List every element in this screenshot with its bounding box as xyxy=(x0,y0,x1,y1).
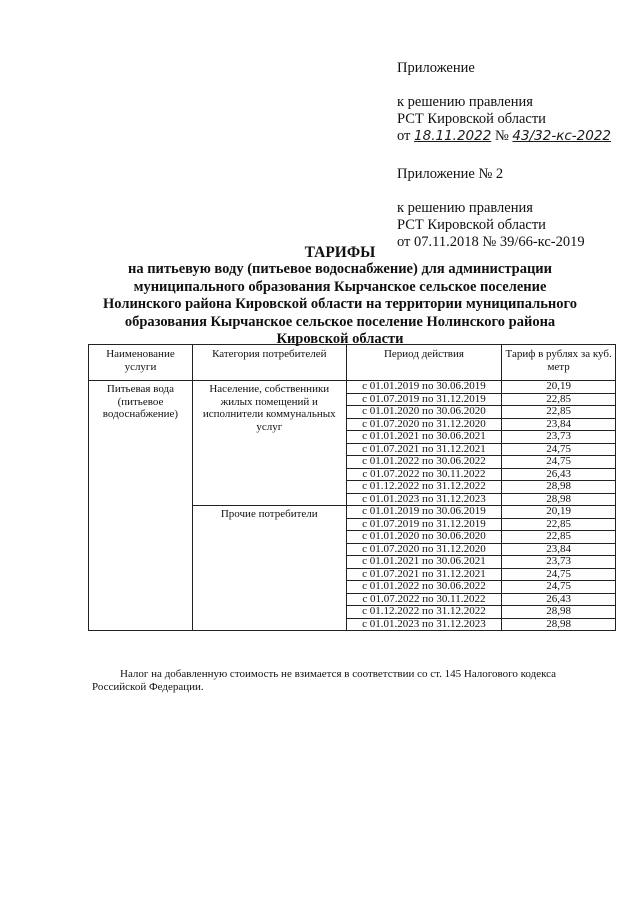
tariff-cell: 24,75 xyxy=(502,456,616,469)
title-line: образования Кырчанское сельское поселение Нолинского района xyxy=(124,313,556,330)
period-cell: с 01.01.2023 по 31.12.2023 xyxy=(346,493,502,506)
appendix-current-date-line xyxy=(397,128,611,145)
tariff-cell: 28,98 xyxy=(502,493,616,506)
table-row xyxy=(89,381,616,394)
tariff-cell: 26,43 xyxy=(502,593,616,606)
table-header-row xyxy=(89,345,616,381)
category-cell: Прочие потребители xyxy=(192,506,346,631)
title-line: Кировской области xyxy=(276,331,404,348)
header-service: Наименование услуги xyxy=(89,345,193,381)
tariff-table xyxy=(88,344,616,631)
period-cell: с 01.01.2021 по 30.06.2021 xyxy=(346,556,502,569)
tariff-cell: 28,98 xyxy=(502,606,616,619)
appendix-original-title: Приложение № 2 xyxy=(397,166,504,182)
tariff-cell: 22,85 xyxy=(502,393,616,406)
number-prefix: № xyxy=(494,128,509,144)
footnote-line2: Российской Федерации. xyxy=(92,681,204,693)
period-cell: с 01.01.2020 по 30.06.2020 xyxy=(346,406,502,419)
document-title xyxy=(60,244,620,348)
appendix-current-title: Приложение xyxy=(397,60,475,76)
tariff-cell: 23,84 xyxy=(502,543,616,556)
period-cell: с 01.12.2022 по 31.12.2022 xyxy=(346,606,502,619)
vat-footnote xyxy=(92,668,618,694)
tariff-cell: 24,75 xyxy=(502,581,616,594)
period-cell: с 01.01.2022 по 30.06.2022 xyxy=(346,581,502,594)
appendix-current-block xyxy=(397,60,611,145)
decision-number: 43/32-кс-2022 xyxy=(512,128,612,144)
tariff-cell: 23,84 xyxy=(502,418,616,431)
tariff-cell: 24,75 xyxy=(502,443,616,456)
date-prefix: от xyxy=(397,128,411,144)
period-cell: с 01.01.2022 по 30.06.2022 xyxy=(346,456,502,469)
tariff-cell: 26,43 xyxy=(502,468,616,481)
header-period: Период действия xyxy=(346,345,502,381)
appendix-original-line3: от 07.11.2018 № 39/66-кс-2019 xyxy=(397,234,585,250)
footnote-line1: Налог на добавленную стоимость не взимается в соответствии со ст. 145 Налогового кодекса xyxy=(120,668,557,680)
service-cell: Питьевая вода (питьевое водоснабжение) xyxy=(89,381,193,631)
tariff-cell: 22,85 xyxy=(502,531,616,544)
period-cell: с 01.01.2019 по 30.06.2019 xyxy=(346,381,502,394)
period-cell: с 01.07.2022 по 30.11.2022 xyxy=(346,468,502,481)
appendix-current-line1: к решению правления xyxy=(397,94,533,110)
appendix-original-line1: к решению правления xyxy=(397,200,533,216)
period-cell: с 01.01.2021 по 30.06.2021 xyxy=(346,431,502,444)
tariff-cell: 20,19 xyxy=(502,506,616,519)
tariff-cell: 23,73 xyxy=(502,431,616,444)
period-cell: с 01.01.2019 по 30.06.2019 xyxy=(346,506,502,519)
appendix-original-line2: РСТ Кировской области xyxy=(397,217,546,233)
header-category: Категория потребителей xyxy=(192,345,346,381)
table-body xyxy=(89,381,616,631)
header-tariff: Тариф в рублях за куб. метр xyxy=(502,345,616,381)
tariff-cell: 24,75 xyxy=(502,568,616,581)
tariff-cell: 28,98 xyxy=(502,618,616,631)
period-cell: с 01.07.2022 по 30.11.2022 xyxy=(346,593,502,606)
tariff-cell: 22,85 xyxy=(502,518,616,531)
category-cell: Население, собственники жилых помещений и исполнители коммунальных услуг xyxy=(192,381,346,506)
period-cell: с 01.07.2020 по 31.12.2020 xyxy=(346,418,502,431)
period-cell: с 01.07.2020 по 31.12.2020 xyxy=(346,543,502,556)
appendix-current-line2: РСТ Кировской области xyxy=(397,111,546,127)
tariff-cell: 20,19 xyxy=(502,381,616,394)
tariff-cell: 23,73 xyxy=(502,556,616,569)
appendix-original-block xyxy=(397,166,585,251)
tariff-cell: 22,85 xyxy=(502,406,616,419)
period-cell: с 01.12.2022 по 31.12.2022 xyxy=(346,481,502,494)
period-cell: с 01.07.2021 по 31.12.2021 xyxy=(346,443,502,456)
title-line: на питьевую воду (питьевое водоснабжение) для администрации xyxy=(127,261,553,278)
title-line: Нолинского района Кировской области на территории муниципального xyxy=(102,296,577,313)
period-cell: с 01.07.2019 по 31.12.2019 xyxy=(346,393,502,406)
title-line: муниципального образования Кырчанское сельское поселение xyxy=(133,278,547,295)
period-cell: с 01.07.2021 по 31.12.2021 xyxy=(346,568,502,581)
period-cell: с 01.01.2023 по 31.12.2023 xyxy=(346,618,502,631)
tariff-cell: 28,98 xyxy=(502,481,616,494)
period-cell: с 01.01.2020 по 30.06.2020 xyxy=(346,531,502,544)
title-main: ТАРИФЫ xyxy=(304,244,376,261)
period-cell: с 01.07.2019 по 31.12.2019 xyxy=(346,518,502,531)
decision-date: 18.11.2022 xyxy=(414,128,492,144)
